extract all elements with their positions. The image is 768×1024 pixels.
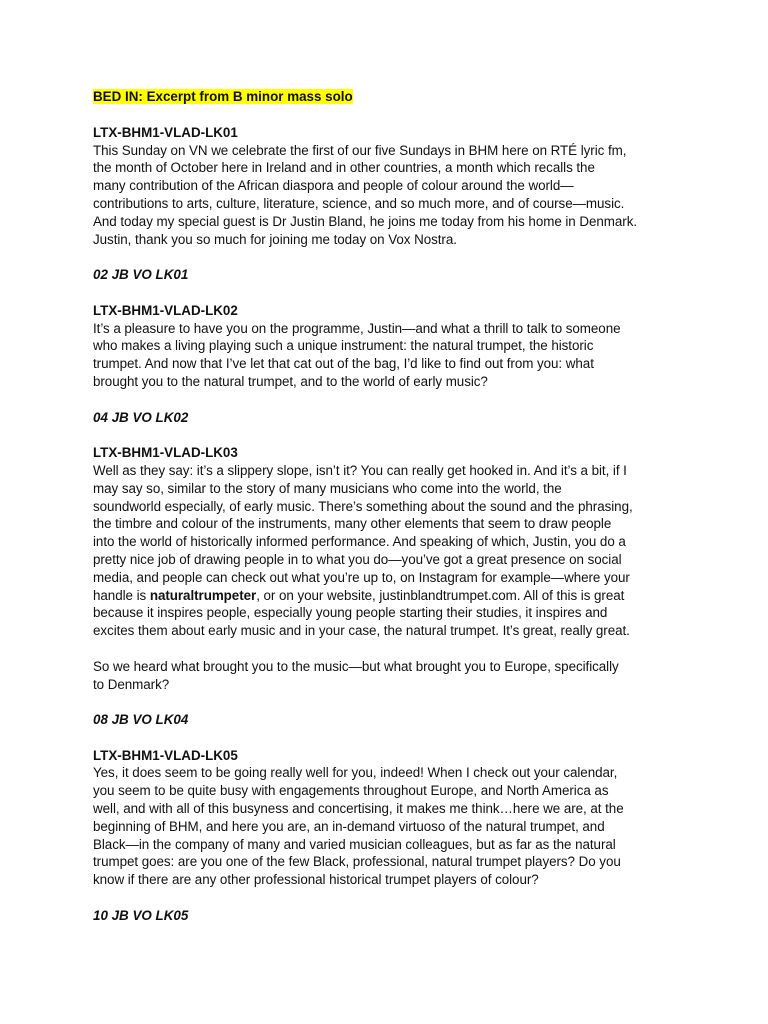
text-line: well, and with all of this busyness and concertising, it makes me think…here we are, at the [93, 801, 624, 817]
text-line: to Denmark? [93, 676, 170, 692]
section-lk01 [93, 124, 688, 249]
text-line: Justin, thank you so much for joining me today on Vox Nostra. [93, 231, 457, 247]
instagram-handle: naturaltrumpeter [149, 587, 257, 603]
text-line: Black—in the company of many and varied musician colleagues, but as far as the natural [93, 836, 616, 852]
section-code: LTX-BHM1-VLAD-LK05 [93, 747, 238, 763]
text-line: you seem to be quite busy with engagements throughout Europe, and North America as [93, 783, 609, 799]
bed-in-highlight: BED IN: Excerpt from B minor mass solo [93, 89, 353, 104]
bed-in-line [93, 88, 688, 106]
text-line: media, and people can check out what you’re up to, on Instagram for example—where your [93, 569, 630, 585]
audio-cue: 02 JB VO LK01 [93, 267, 189, 283]
text-line: brought you to the natural trumpet, and to the world of early music? [93, 373, 488, 389]
section-code: LTX-BHM1-VLAD-LK02 [93, 302, 238, 318]
text-line: Well as they say: it’s a slippery slope, isn’t it? You can really get hooked in. And it’s a bit, if I [93, 462, 627, 478]
text-line: into the world of historically informed performance. And speaking of which, Justin, you do a [93, 534, 626, 550]
text-line: know if there are any other professional historical trumpet players of colour? [93, 872, 539, 888]
text-line: excites them about early music and in your case, the natural trumpet. It’s great, really great. [93, 623, 630, 639]
text-line-handle [93, 587, 688, 605]
text-line: contributions to arts, culture, literature, science, and so much more, and of course—music. [93, 195, 625, 211]
text-line: Yes, it does seem to be going really well for you, indeed! When I check out your calendar, [93, 765, 618, 781]
section-lk02 [93, 302, 688, 391]
text-line: So we heard what brought you to the music—but what brought you to Europe, specifically [93, 658, 619, 674]
text-line: beginning of BHM, and here you are, an in-demand virtuoso of the natural trumpet, and [93, 818, 605, 834]
handle-suffix: , or on your website, justinblandtrumpet.com. All of this is great [256, 587, 625, 603]
audio-cue: 04 JB VO LK02 [93, 409, 189, 425]
text-line: This Sunday on VN we celebrate the first of our five Sundays in BHM here on RTÉ lyric fm, [93, 142, 627, 158]
text-line: may say so, similar to the story of many musicians who come into the world, the [93, 480, 562, 496]
text-line: And today my special guest is Dr Justin Bland, he joins me today from his home in Denmark. [93, 213, 638, 229]
text-line: trumpet goes: are you one of the few Black, professional, natural trumpet players? Do you [93, 854, 621, 870]
text-line: many contribution of the African diaspora and people of colour around the world— [93, 178, 574, 194]
text-line: It’s a pleasure to have you on the programme, Justin—and what a thrill to talk to someone [93, 320, 621, 336]
text-line: the month of October here in Ireland and in other countries, a month which recalls the [93, 160, 595, 176]
text-line: trumpet. And now that I’ve let that cat out of the bag, I’d like to find out from you: what [93, 356, 594, 372]
section-lk05 [93, 747, 688, 889]
text-line: who makes a living playing such a unique instrument: the natural trumpet, the historic [93, 338, 594, 354]
text-line: pretty nice job of drawing people in to what you do—you’ve got a great presence on social [93, 551, 622, 567]
section-code: LTX-BHM1-VLAD-LK01 [93, 124, 238, 140]
section-lk03 [93, 444, 688, 693]
handle-prefix: handle is [93, 587, 150, 603]
text-line: because it inspires people, especially young people starting their studies, it inspires and [93, 605, 608, 621]
text-line: the timbre and colour of the instruments, many other elements that seem to draw people [93, 516, 612, 532]
audio-cue: 08 JB VO LK04 [93, 712, 189, 728]
section-code: LTX-BHM1-VLAD-LK03 [93, 445, 238, 461]
text-line: soundworld especially, of early music. There’s something about the sound and the phrasing, [93, 498, 633, 514]
audio-cue: 10 JB VO LK05 [93, 907, 189, 923]
